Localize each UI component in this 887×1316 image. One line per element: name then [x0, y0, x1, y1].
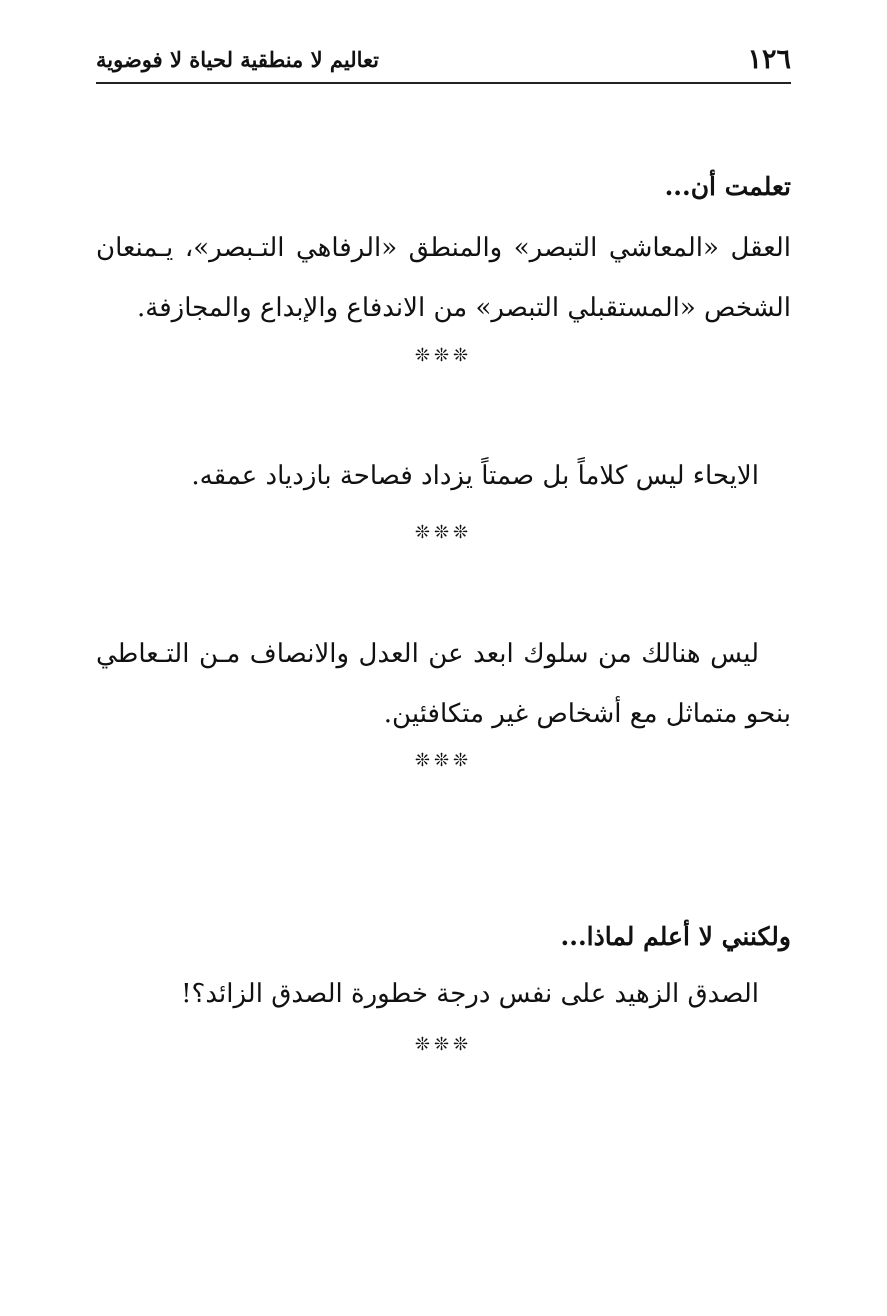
section-heading-unknown: ولكنني لا أعلم لماذا... — [560, 922, 791, 951]
paragraph-1-line-2: الشخص «المستقبلي التبصر» من الاندفاع والإبداع والمجازفة. — [137, 293, 791, 323]
paragraph-2-line-1: الايحاء ليس كلاماً بل صمتاً يزداد فصاحة بازدياد عمقه. — [191, 461, 759, 491]
paragraph-4 — [96, 964, 759, 1024]
paragraph-3 — [96, 624, 791, 744]
separator-2: ❊❊❊ — [414, 522, 473, 543]
page-number: ١٢٦ — [747, 44, 791, 75]
paragraph-3-line-1: ليس هنالك من سلوك ابعد عن العدل والانصاف مـن التـعاطي — [96, 639, 759, 669]
page-header — [96, 38, 791, 84]
separator-1: ❊❊❊ — [414, 345, 473, 366]
running-title: تعاليم لا منطقية لحياة لا فوضوية — [96, 47, 379, 72]
section-heading-learned: تعلمت أن... — [664, 172, 791, 201]
separator-3: ❊❊❊ — [414, 750, 473, 771]
separator-4: ❊❊❊ — [414, 1034, 473, 1055]
paragraph-1 — [96, 218, 791, 338]
paragraph-3-line-2: بنحو متماثل مع أشخاص غير متكافئين. — [383, 699, 791, 729]
paragraph-1-line-1: العقل «المعاشي التبصر» والمنطق «الرفاهي التـبصر»، يـمنعان — [96, 233, 791, 263]
paragraph-4-line-1: الصدق الزهيد على نفس درجة خطورة الصدق الزائد؟! — [181, 979, 759, 1009]
paragraph-2 — [96, 446, 759, 506]
